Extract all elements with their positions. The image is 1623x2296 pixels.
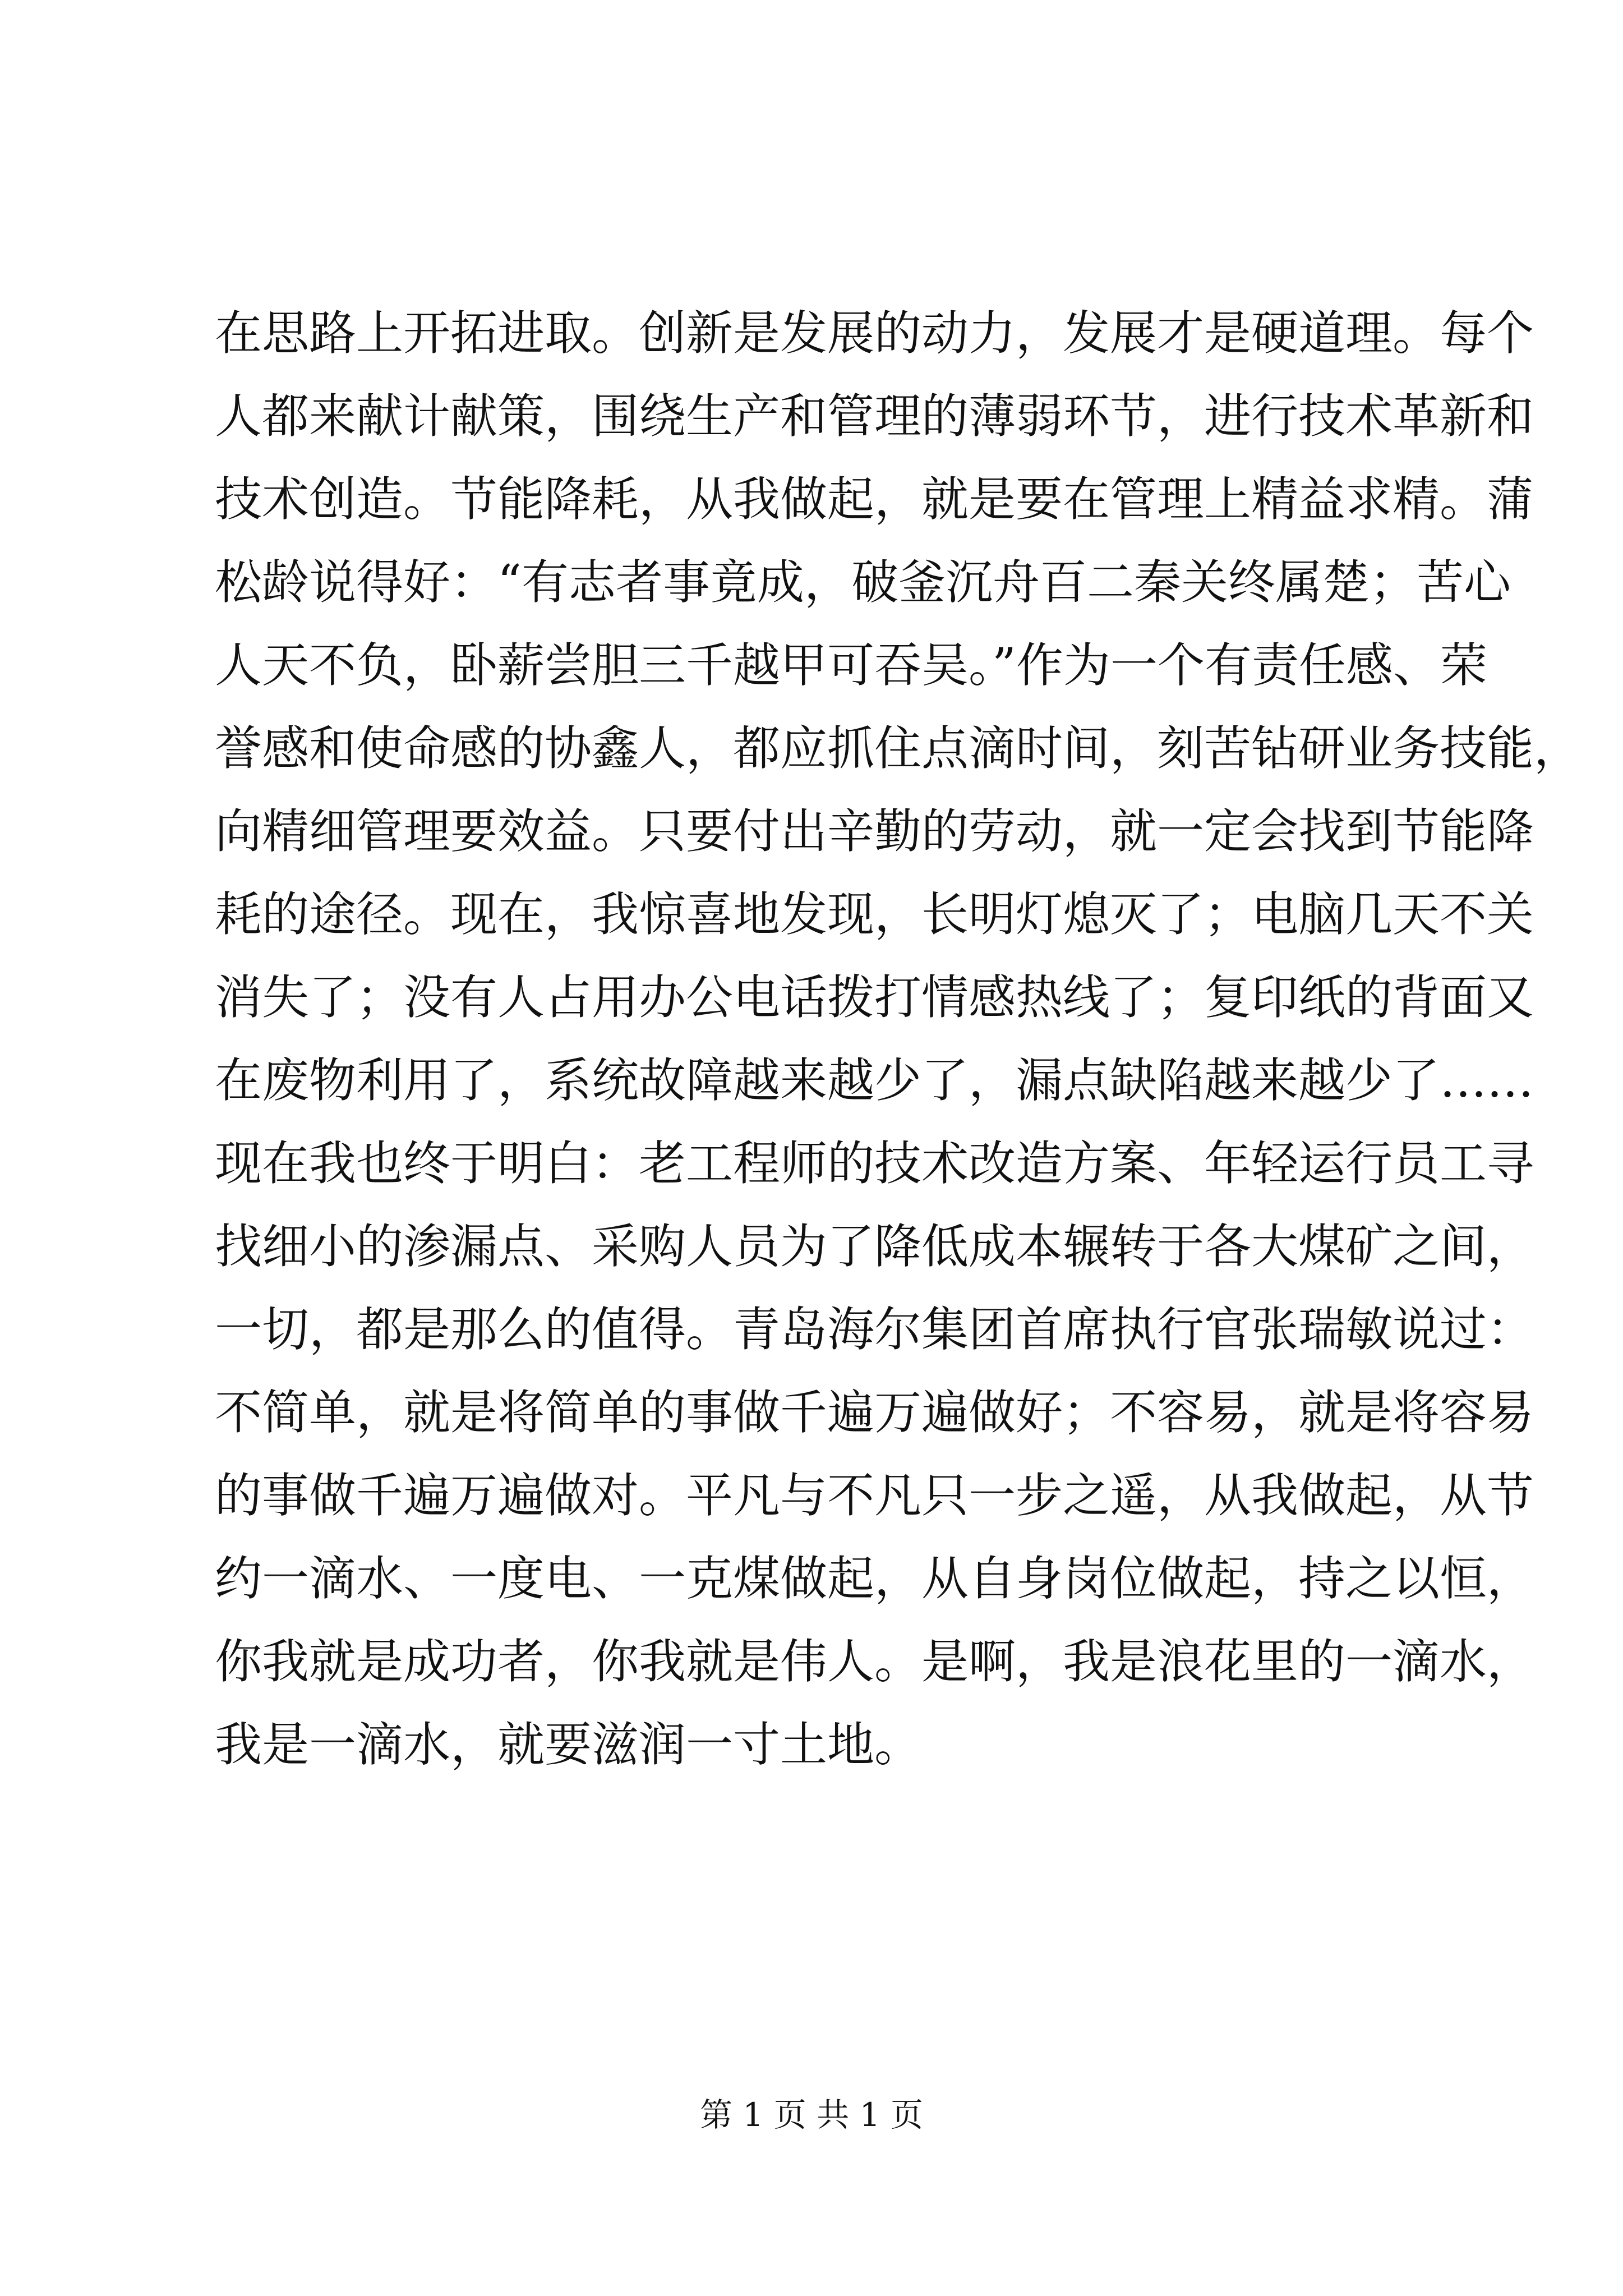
text-line: 不简单，就是将简单的事做千遍万遍做好；不容易，就是将容易 xyxy=(215,1385,1534,1440)
text-line: 我是一滴水，就要滋润一寸土地。 xyxy=(215,1717,922,1772)
text-line: 人都来献计献策，围绕生产和管理的薄弱环节，进行技术革新和 xyxy=(215,389,1534,444)
text-line: 一切，都是那么的值得。青岛海尔集团首席执行官张瑞敏说过： xyxy=(215,1302,1534,1357)
text-line: 耗的途径。现在，我惊喜地发现，长明灯熄灭了；电脑几天不关 xyxy=(215,887,1534,942)
text-line: 松龄说得好：“有志者事竟成，破釜沉舟百二秦关终属楚；苦心 xyxy=(215,555,1511,610)
page-number: 第 1 页 共 1 页 xyxy=(700,2096,923,2134)
text-line: 现在我也终于明白：老工程师的技术改造方案、年轻运行员工寻 xyxy=(215,1136,1534,1191)
text-line: 誉感和使命感的协鑫人，都应抓住点滴时间，刻苦钻研业务技能， xyxy=(215,721,1581,776)
text-line: 在废物利用了，系统故障越来越少了，漏点缺陷越来越少了…… xyxy=(215,1053,1534,1108)
text-line: 你我就是成功者，你我就是伟人。是啊，我是浪花里的一滴水， xyxy=(215,1634,1534,1689)
text-line: 的事做千遍万遍做对。平凡与不凡只一步之遥，从我做起，从节 xyxy=(215,1468,1534,1523)
body-text xyxy=(215,292,1581,1786)
text-line: 向精细管理要效益。只要付出辛勤的劳动，就一定会找到节能降 xyxy=(215,804,1534,859)
text-line: 约一滴水、一度电、一克煤做起，从自身岗位做起，持之以恒， xyxy=(215,1551,1534,1606)
text-line: 在思路上开拓进取。创新是发展的动力，发展才是硬道理。每个 xyxy=(215,306,1534,361)
text-line: 人天不负，卧薪尝胆三千越甲可吞吴。”作为一个有责任感、荣 xyxy=(215,638,1487,693)
text-line: 找细小的渗漏点、采购人员为了降低成本辗转于各大煤矿之间， xyxy=(215,1219,1534,1274)
text-line: 技术创造。节能降耗，从我做起，就是要在管理上精益求精。蒲 xyxy=(215,472,1534,527)
text-line: 消失了；没有人占用办公电话拨打情感热线了；复印纸的背面又 xyxy=(215,970,1534,1025)
